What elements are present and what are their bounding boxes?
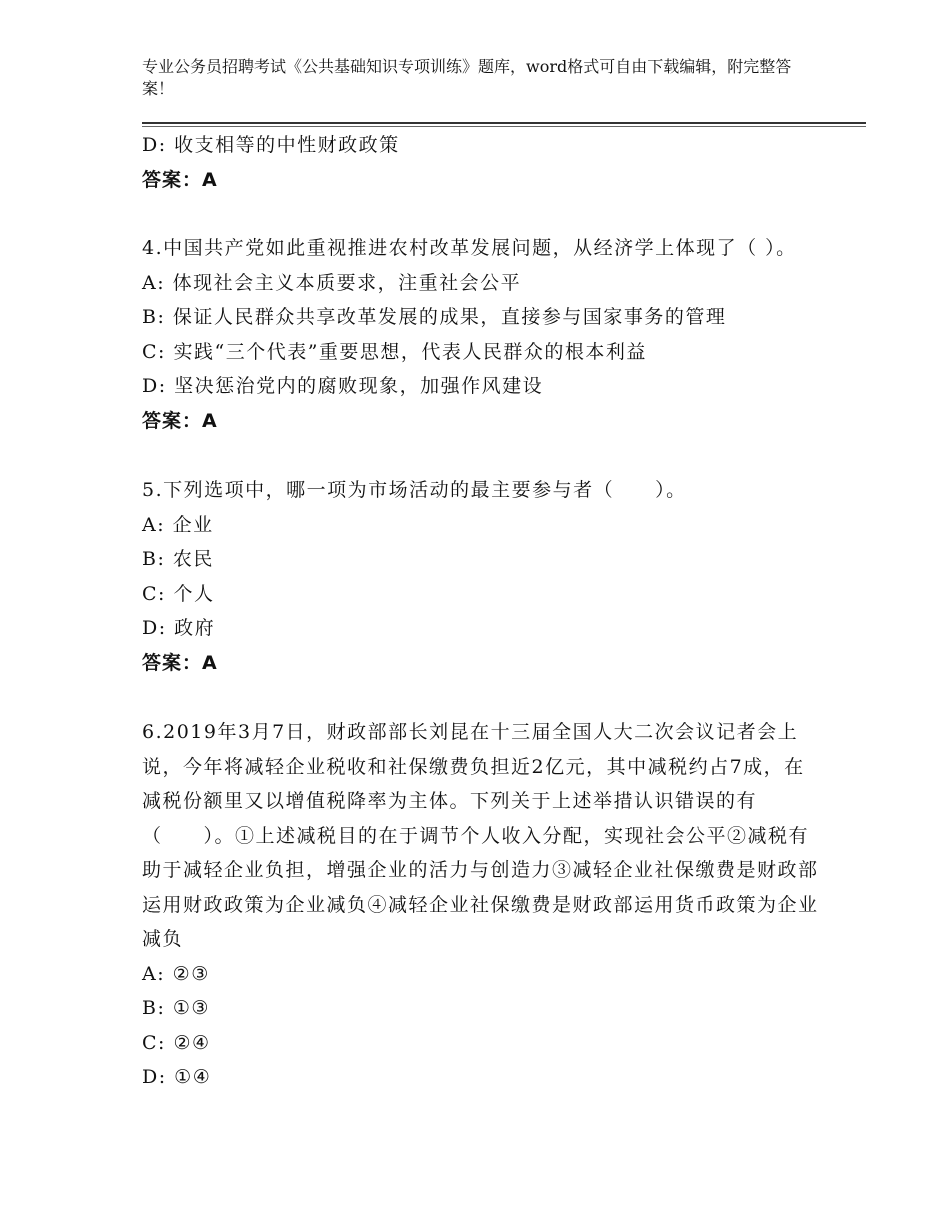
q5-stem: 5.下列选项中，哪一项为市场活动的最主要参与者（ ）。 bbox=[142, 479, 687, 501]
question-6 bbox=[142, 715, 822, 1095]
question-4 bbox=[142, 231, 822, 438]
q5-answer: 答案：A bbox=[142, 651, 218, 674]
q5-option-c: C: 个人 bbox=[142, 582, 215, 605]
q4-option-b: B: 保证人民群众共享改革发展的成果，直接参与国家事务的管理 bbox=[142, 306, 727, 328]
q5-option-b: B: 农民 bbox=[142, 548, 214, 570]
q5-option-a: A: 企业 bbox=[142, 513, 214, 536]
question-3 bbox=[142, 128, 822, 197]
q6-stem: 6.2019年3月7日，财政部部长刘昆在十三届全国人大二次会议记者会上说，今年将减轻企业税收和社保缴费负担近2亿元，其中减税约占7成，在减税份额里又以增值税降率为主体。下列关于上述举措认识错误的有（ ）。①上述减税目的在于调节个人收入分配，实现社会公平②减税有助于减轻企业负担，增强企业的活力与创造力③减轻企业社保缴费是财政部运用财政政策为企业减负④减轻企业社保缴费是财政部运用货币政策为企业减负 bbox=[142, 721, 819, 950]
q3-option-d: D: 收支相等的中性财政政策 bbox=[142, 134, 400, 156]
question-5 bbox=[142, 473, 822, 680]
spacer bbox=[142, 197, 822, 231]
q6-option-a: A: ②③ bbox=[142, 962, 210, 985]
page-header: 专业公务员招聘考试《公共基础知识专项训练》题库，word格式可自由下载编辑，附完整答案！ bbox=[142, 57, 792, 98]
q4-option-d: D: 坚决惩治党内的腐败现象，加强作风建设 bbox=[142, 375, 544, 397]
q4-stem: 4.中国共产党如此重视推进农村改革发展问题，从经济学上体现了（ ）。 bbox=[142, 237, 797, 259]
q4-option-c: C: 实践“三个代表”重要思想，代表人民群众的根本利益 bbox=[142, 340, 647, 363]
q6-option-b: B: ①③ bbox=[142, 997, 210, 1019]
header-rule-thick bbox=[142, 122, 866, 124]
q6-option-c: C: ②④ bbox=[142, 1031, 211, 1054]
q6-option-d: D: ①④ bbox=[142, 1066, 212, 1088]
spacer bbox=[142, 438, 822, 473]
q5-option-d: D: 政府 bbox=[142, 617, 216, 639]
q4-option-a: A: 体现社会主义本质要求，注重社会公平 bbox=[142, 271, 522, 294]
spacer bbox=[142, 680, 822, 715]
q3-answer: 答案：A bbox=[142, 168, 218, 191]
header-rule-thin bbox=[142, 126, 866, 127]
question-content bbox=[142, 128, 822, 1095]
q4-answer: 答案：A bbox=[142, 409, 218, 432]
